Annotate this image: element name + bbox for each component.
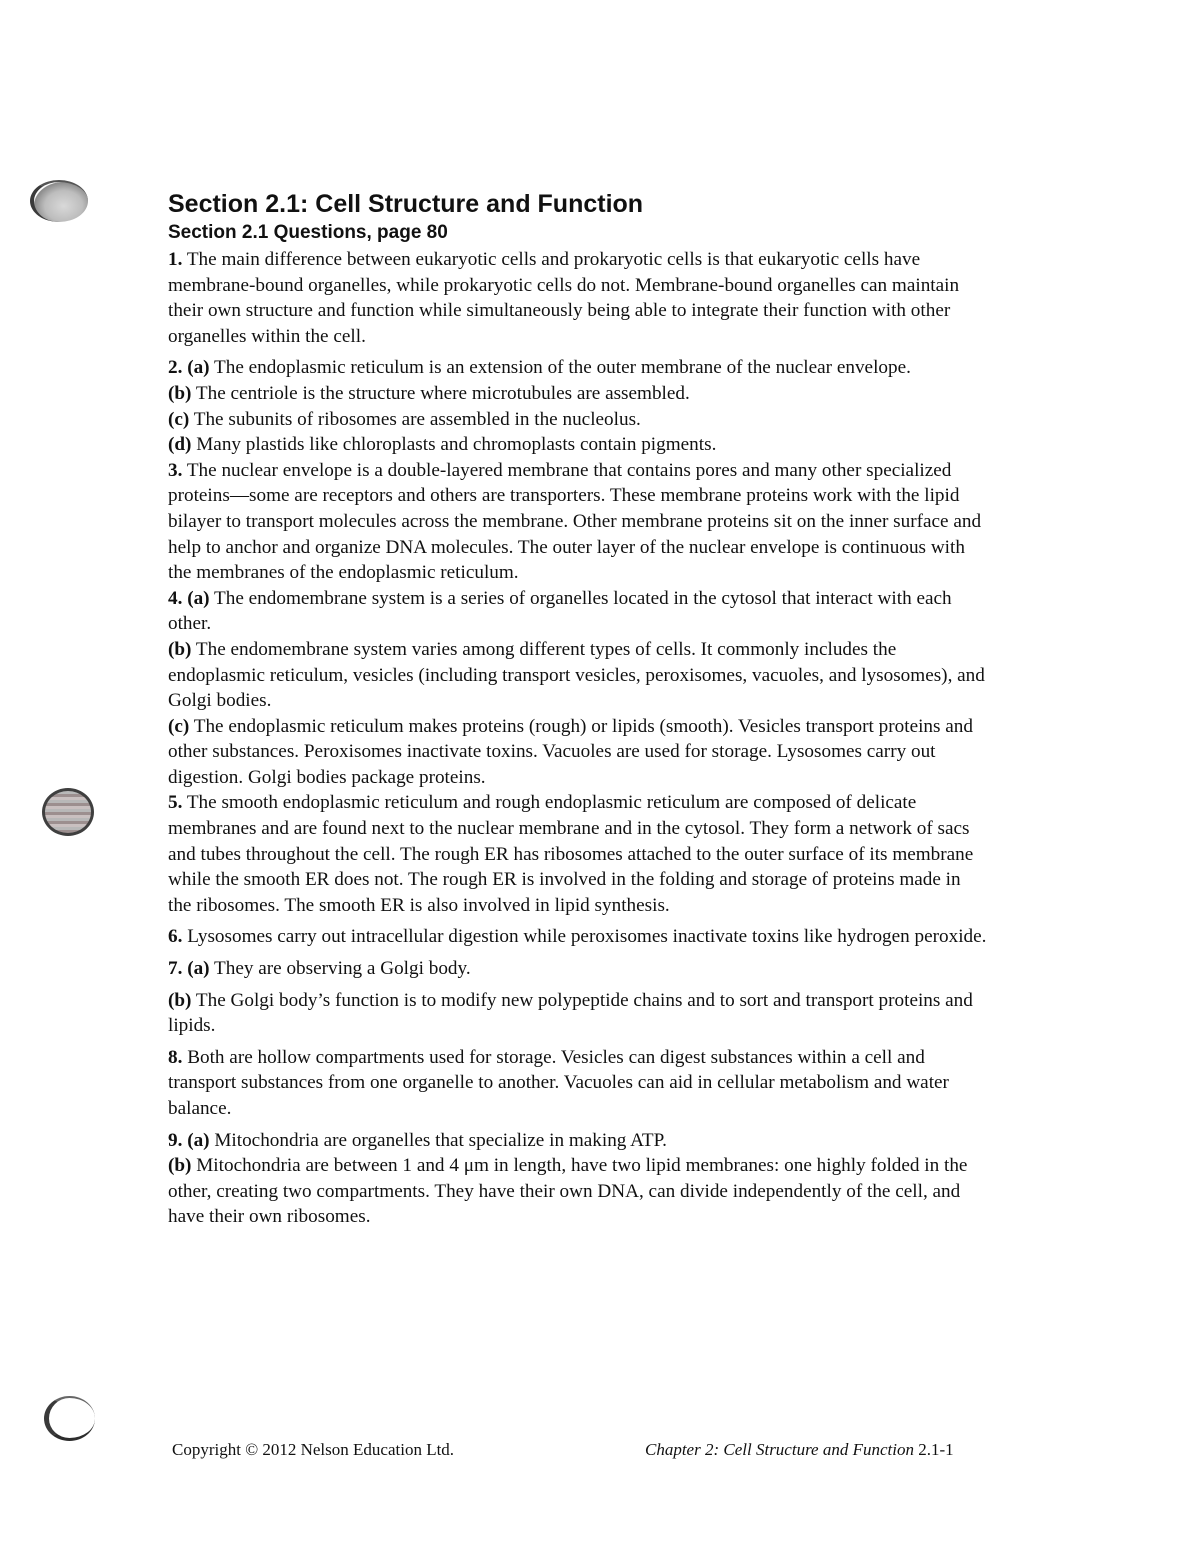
answer-8 xyxy=(168,1045,988,1122)
footer-copyright: Copyright © 2012 Nelson Education Ltd. xyxy=(172,1440,455,1459)
document-body xyxy=(168,188,988,1230)
answer-text: Mitochondria are between 1 and 4 μm in length, have two lipid membranes: one highly folded in the other, creating two compartments. They have their own DNA, can divide independently of the cell, and have their own ribosomes. xyxy=(168,1155,968,1228)
answer-label: (b) xyxy=(168,382,192,404)
answer-label: (b) xyxy=(168,989,192,1011)
binder-hole-icon xyxy=(44,1396,95,1441)
answer-2c xyxy=(168,407,988,433)
answer-label: 2. (a) xyxy=(168,357,210,379)
answer-text: Many plastids like chloroplasts and chromoplasts contain pigments. xyxy=(191,434,717,456)
answer-4b xyxy=(168,637,988,714)
answer-text: Lysosomes carry out intracellular digestion while peroxisomes inactivate toxins like hydrogen peroxide. xyxy=(182,926,987,948)
answer-4a xyxy=(168,586,988,637)
answer-4c xyxy=(168,714,988,791)
page-subtitle: Section 2.1 Questions, page 80 xyxy=(168,222,448,243)
answer-label: (d) xyxy=(168,434,192,456)
binder-hole-icon xyxy=(42,788,94,836)
answer-2b xyxy=(168,381,988,407)
answer-text: The main difference between eukaryotic cells and prokaryotic cells is that eukaryotic cells have membrane-bound organelles, while prokaryotic cells do not. Membrane-bound organelles can maintain their own structure and function while simultaneously being able to integrate their function with other organelles within the cell. xyxy=(168,249,960,347)
answer-label: 9. (a) xyxy=(168,1129,210,1151)
answer-9a xyxy=(168,1128,988,1154)
footer-chapter-title: Chapter 2: Cell Structure and Function xyxy=(645,1440,914,1459)
answer-label: (c) xyxy=(168,408,190,430)
answer-1 xyxy=(168,247,988,349)
answer-text: The centriole is the structure where microtubules are assembled. xyxy=(191,382,690,404)
answer-text: The endomembrane system is a series of organelles located in the cytosol that interact with each other. xyxy=(168,587,952,635)
answer-label: 8. xyxy=(168,1046,183,1068)
answer-label: (c) xyxy=(168,715,190,737)
answer-text: The endoplasmic reticulum makes proteins (rough) or lipids (smooth). Vesicles transport proteins and other substances. Peroxisomes inactivate toxins. Vacuoles are used for storage. Lysosomes carry out digestion. Golgi bodies package proteins. xyxy=(168,715,973,788)
answer-label: 3. xyxy=(168,459,183,481)
answer-label: 6. xyxy=(168,926,183,948)
answer-text: The nuclear envelope is a double-layered membrane that contains pores and many other specialized proteins—some are receptors and others are transporters. These membrane proteins work with the lipid bilayer to transport molecules across the membrane. Other membrane proteins sit on the inner surface and help to anchor and organize DNA molecules. The outer layer of the nuclear envelope is continuous with the membranes of the endoplasmic reticulum. xyxy=(168,459,982,584)
answer-text: The Golgi body’s function is to modify new polypeptide chains and to sort and transport proteins and lipids. xyxy=(168,989,973,1037)
answer-label: (b) xyxy=(168,1155,192,1177)
answer-label: 5. xyxy=(168,792,183,814)
answer-7b xyxy=(168,988,988,1039)
answer-text: The subunits of ribosomes are assembled in the nucleolus. xyxy=(189,408,641,430)
answer-label: 7. (a) xyxy=(168,958,210,980)
footer-chapter xyxy=(645,1440,954,1460)
answer-9b xyxy=(168,1153,988,1230)
answer-2d xyxy=(168,432,988,458)
answer-label: (b) xyxy=(168,638,192,660)
answer-text: Both are hollow compartments used for storage. Vesicles can digest substances within a cell and transport substances from one organelle to another. Vacuoles can aid in cellular metabolism and water balance. xyxy=(168,1046,949,1119)
binder-hole-icon xyxy=(30,180,88,222)
answer-text: The smooth endoplasmic reticulum and rough endoplasmic reticulum are composed of delicate membranes and are found next to the nuclear membrane and in the cytosol. They form a network of sacs and tubes throughout the cell. The rough ER has ribosomes attached to the outer surface of its membrane while the smooth ER does not. The rough ER is involved in the folding and storage of proteins made in the ribosomes. The smooth ER is also involved in lipid synthesis. xyxy=(168,792,974,916)
answer-label: 1. xyxy=(168,249,183,270)
answer-7a xyxy=(168,956,988,982)
page-title: Section 2.1: Cell Structure and Function xyxy=(168,190,644,218)
answer-text: The endoplasmic reticulum is an extension of the outer membrane of the nuclear envelope. xyxy=(209,357,911,379)
answer-label: 4. (a) xyxy=(168,587,210,609)
answer-text: They are observing a Golgi body. xyxy=(209,958,471,980)
answer-2a xyxy=(168,355,988,381)
answer-text: The endomembrane system varies among different types of cells. It commonly includes the endoplasmic reticulum, vesicles (including transport vesicles, peroxisomes, vacuoles, and lysosomes), and Golgi bodies. xyxy=(168,638,985,712)
answer-text: Mitochondria are organelles that specialize in making ATP. xyxy=(209,1129,667,1151)
answer-5 xyxy=(168,790,988,918)
answer-6 xyxy=(168,924,988,950)
footer-page-number: 2.1-1 xyxy=(913,1440,954,1459)
answer-3 xyxy=(168,458,988,586)
